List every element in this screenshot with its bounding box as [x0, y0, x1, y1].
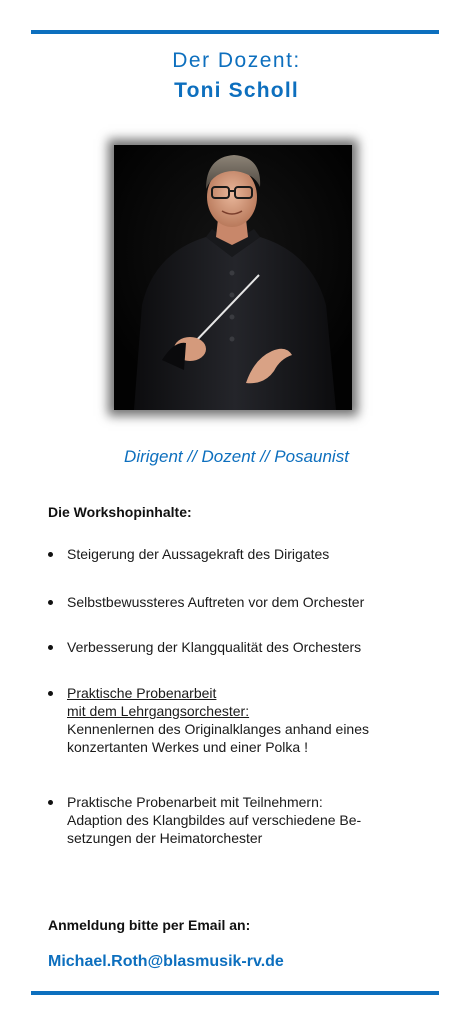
- bullet-icon: [48, 600, 53, 605]
- bullet-icon: [48, 800, 53, 805]
- list-item-text: Steigerung der Aussagekraft des Dirigates: [67, 546, 330, 562]
- lecturer-photo: [114, 145, 352, 410]
- list-item-underlined: mit dem Lehrgangsorchester:: [67, 703, 250, 719]
- list-item-text: Verbesserung der Klangqualität des Orchesters: [67, 639, 362, 655]
- list-item-text: konzertanten Werkes und einer Polka !: [67, 739, 308, 755]
- bullet-icon: [48, 552, 53, 557]
- bullet-icon: [48, 691, 53, 696]
- bottom-divider: [31, 991, 439, 995]
- top-divider: [31, 30, 439, 34]
- list-item-text: Kennenlernen des Originalklanges anhand eines: [67, 721, 369, 737]
- lecturer-name: Toni Scholl: [174, 79, 299, 102]
- bullet-icon: [48, 645, 53, 650]
- list-item-text: Selbstbewussteres Auftreten vor dem Orchester: [67, 594, 365, 610]
- registration-heading: Anmeldung bitte per Email an:: [48, 917, 251, 933]
- workshop-heading: Die Workshopinhalte:: [48, 504, 192, 520]
- list-item-text: Adaption des Klangbildes auf verschiedene Be-: [67, 812, 362, 828]
- list-item-text: Praktische Probenarbeit mit Teilnehmern:: [67, 794, 323, 810]
- page-title: Der Dozent:: [172, 49, 301, 72]
- registration-email-link[interactable]: Michael.Roth@blasmusik-rv.de: [48, 953, 284, 970]
- list-item-text: setzungen der Heimatorchester: [67, 830, 263, 846]
- conductor-portrait-image: [114, 145, 352, 410]
- list-item-underlined: Praktische Probenarbeit: [67, 685, 217, 701]
- lecturer-roles: Dirigent // Dozent // Posaunist: [124, 447, 349, 466]
